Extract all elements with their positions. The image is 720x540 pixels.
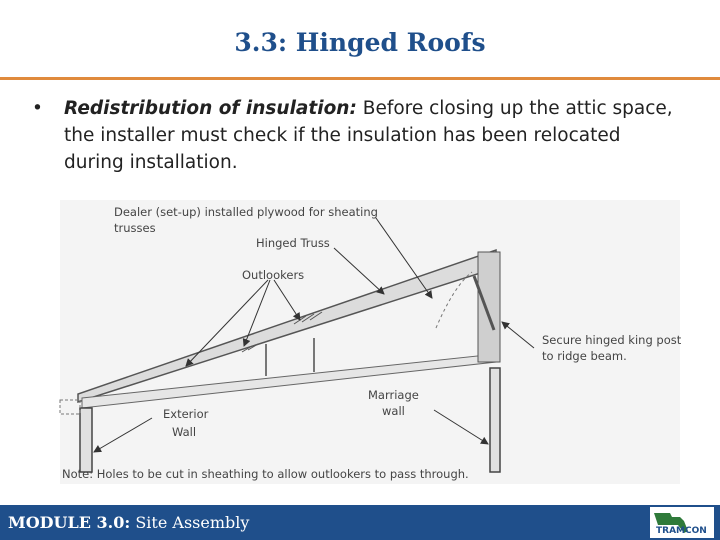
module-suffix: Site Assembly [130,513,250,532]
module-prefix: MODULE 3.0: [8,513,131,532]
marriage-wall [490,368,500,472]
bullet-point [32,95,686,176]
label-secure-line2: to ridge beam. [542,349,627,363]
bullet-body: Before closing up the attic space, the installer must check if the insulation has been relocated during installation. [64,98,673,173]
bullet-lead: Redistribution of insulation: [64,98,357,119]
label-dealer-line2: trusses [114,221,156,235]
label-hinged-truss: Hinged Truss [256,236,330,250]
footer-bar [0,505,720,540]
diagram-note: Note: Holes to be cut in sheathing to allow outlookers to pass through. [62,467,469,481]
bullet-text [64,95,686,176]
hinged-roof-diagram [56,196,684,488]
label-secure-line1: Secure hinged king post [542,333,682,347]
slide-title: 3.3: Hinged Roofs [234,28,486,57]
title-divider [0,77,720,80]
label-marriage-line1: Marriage [368,388,419,402]
bullet-dot-icon: • [32,98,43,119]
ridge-beam [478,252,500,362]
label-exterior-line1: Exterior [163,407,209,421]
logo-text: TRAMCON [656,526,707,536]
tramcon-logo [650,507,714,538]
label-exterior-line2: Wall [172,425,197,439]
label-dealer-line1: Dealer (set-up) installed plywood for sheating [114,205,378,219]
exterior-wall [80,408,92,472]
label-outlookers: Outlookers [242,268,305,282]
module-label [8,513,249,532]
label-marriage-line2: wall [382,404,405,418]
